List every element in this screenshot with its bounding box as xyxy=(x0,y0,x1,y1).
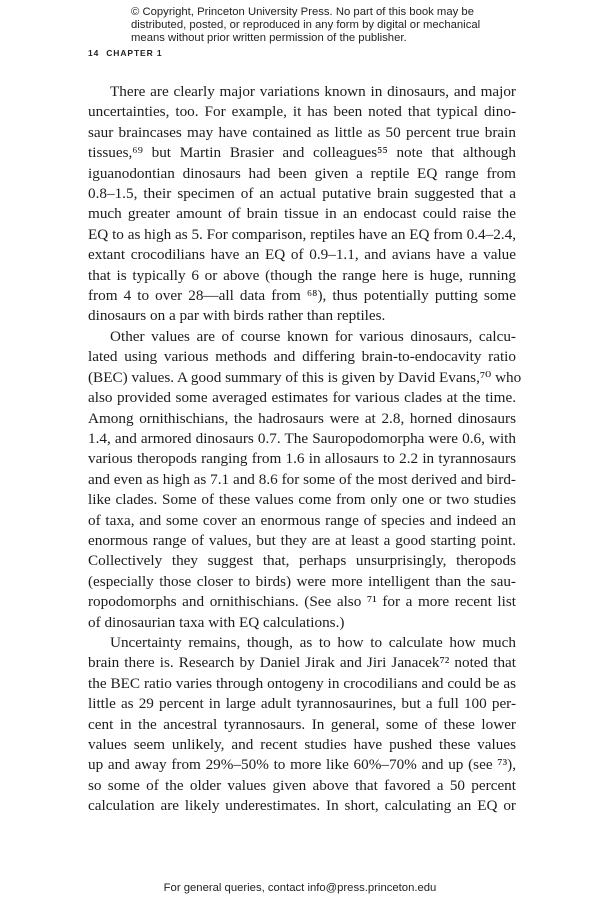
text-line: little as 29 percent in large adult tyrannosaurines, but a full 100 per- xyxy=(88,695,516,713)
copyright-line: means without prior written permission of the publisher. xyxy=(131,32,407,44)
text-line: 1.4, and armored dinosaurs 0.7. The Sauropodomorpha were 0.6, with xyxy=(88,429,516,447)
page-number: 14 xyxy=(88,48,100,58)
text-line: tissues,⁶⁹ but Martin Brasier and colleagues⁵⁵ note that although xyxy=(88,144,516,162)
text-line: Other values are of course known for various dinosaurs, calcu- xyxy=(110,327,516,345)
text-line: the BEC ratio varies through ontogeny in crocodilians and could be as xyxy=(88,674,516,692)
paragraph xyxy=(88,82,516,327)
text-line: 0.8–1.5, their specimen of an actual putative brain suggested that a xyxy=(88,185,516,203)
text-line: like clades. Some of these values come from only one or two studies xyxy=(88,491,516,509)
text-line: also provided some averaged estimates for various clades at the time. xyxy=(88,389,516,407)
text-line: that is typically 6 or above (though the range here is huge, running xyxy=(88,266,516,284)
text-line: There are clearly major variations known in dinosaurs, and major xyxy=(110,83,516,100)
text-line: uncertainties, too. For example, it has been noted that typical dino- xyxy=(88,103,516,121)
running-head xyxy=(88,48,163,58)
copyright-notice xyxy=(131,6,511,45)
copyright-line: distributed, posted, or reproduced in any form by digital or mechanical xyxy=(131,19,481,31)
text-line: ropodomorphs and ornithischians. (See also ⁷¹ for a more recent list xyxy=(88,593,516,611)
text-line: (especially those closer to birds) were more intelligent than the sau- xyxy=(88,572,516,590)
text-line: so some of the older values given above that favored a 50 percent xyxy=(88,776,516,794)
text-line: Uncertainty remains, though, as to how to calculate how much xyxy=(110,633,516,651)
text-line: dinosaurs on a par with birds rather than reptiles. xyxy=(88,307,386,325)
text-line: Collectively they suggest that, perhaps unsurprisingly, theropods xyxy=(88,552,516,570)
text-line: (BEC) values. A good summary of this is given by David Evans,⁷⁰ who xyxy=(88,368,522,386)
text-line: cent in the ancestral tyrannosaurs. In general, some of these lower xyxy=(88,715,516,733)
text-line: saur braincases may have contained as little as 50 percent true brain xyxy=(88,123,516,141)
text-line: of dinosaurian taxa with EQ calculations.) xyxy=(88,613,345,631)
chapter-label: CHAPTER 1 xyxy=(106,48,163,58)
text-line: brain there is. Research by Daniel Jirak and Jiri Janacek⁷² noted that xyxy=(88,654,516,672)
copyright-line: © Copyright, Princeton University Press. No part of this book may be xyxy=(131,6,474,18)
text-line: much greater amount of brain tissue in an endocast could raise the xyxy=(88,205,516,223)
footer-contact: For general queries, contact info@press.princeton.edu xyxy=(163,882,437,894)
body-text xyxy=(88,82,522,817)
text-line: up and away from 29%–50% to more like 60%–70% and up (see ⁷³), xyxy=(88,756,516,774)
text-line: extant crocodilians have an EQ of 0.9–1.1, and avians have a value xyxy=(88,246,516,264)
text-line: various theropods ranging from 1.6 in allosaurs to 2.2 in tyrannosaurs xyxy=(88,450,516,468)
text-line: enormous range of values, but they are at least a good starting point. xyxy=(88,531,516,549)
text-line: lated using various methods and differing brain-to-endocavity ratio xyxy=(88,348,516,366)
text-line: from 4 to over 28—all data from ⁶⁸), thus potentially putting some xyxy=(88,287,516,305)
paragraph xyxy=(88,327,522,633)
text-line: of taxa, and some cover an enormous range of species and indeed an xyxy=(88,511,516,529)
text-line: calculation are likely underestimates. In short, calculating an EQ or xyxy=(88,797,516,815)
text-line: Among ornithischians, the hadrosaurs were at 2.8, horned dinosaurs xyxy=(88,409,516,427)
text-line: iguanodontian dinosaurs had been given a reptile EQ range from xyxy=(88,164,516,182)
paragraph xyxy=(88,633,516,817)
text-line: and even as high as 7.1 and 8.6 for some of the most derived and bird- xyxy=(88,470,516,488)
text-line: EQ to as high as 5. For comparison, reptiles have an EQ from 0.4–2.4, xyxy=(88,225,516,243)
text-line: values seem unlikely, and recent studies have pushed these values xyxy=(88,736,516,753)
